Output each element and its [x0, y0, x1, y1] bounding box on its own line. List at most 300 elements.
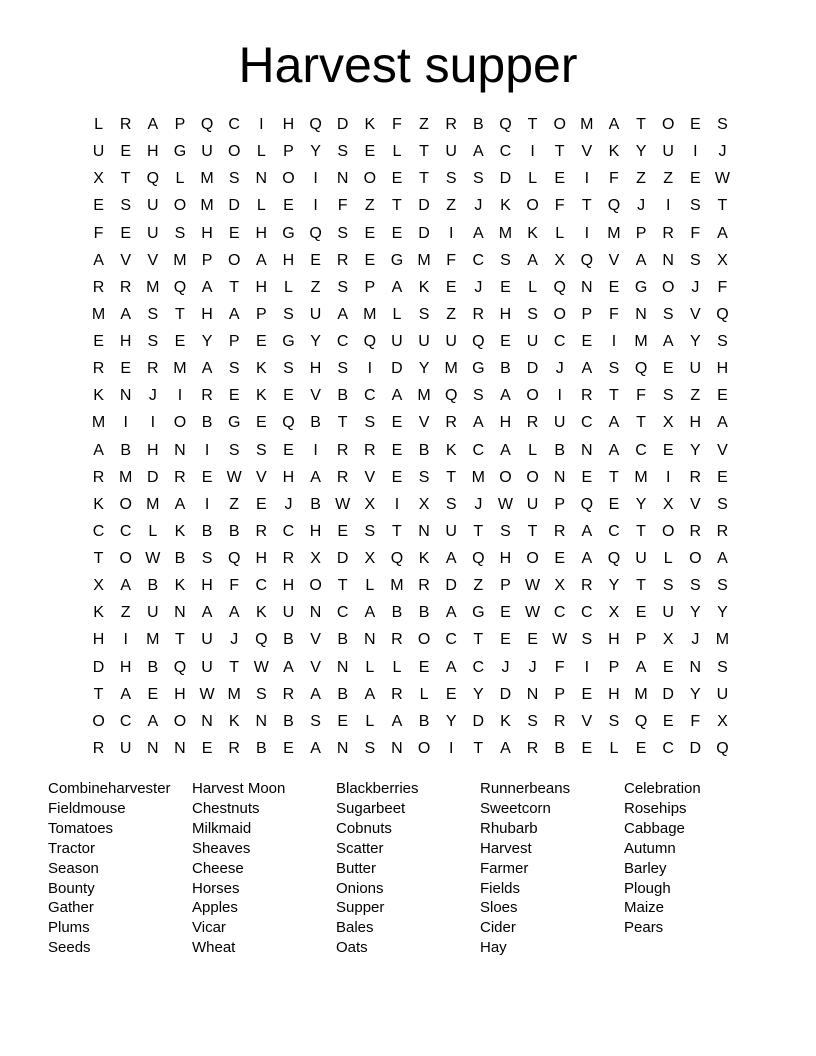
grid-letter: E: [391, 468, 403, 486]
grid-letter: R: [201, 387, 213, 405]
grid-letter: H: [92, 631, 105, 649]
grid-letter: A: [581, 360, 593, 378]
word-list-item: Apples: [192, 899, 238, 917]
grid-letter: B: [310, 495, 321, 513]
grid-letter: B: [201, 522, 213, 540]
grid-letter: M: [200, 197, 214, 215]
grid-letter: C: [472, 441, 485, 459]
grid-letter: C: [119, 712, 132, 730]
grid-letter: C: [336, 333, 349, 350]
grid-letter: I: [204, 495, 210, 513]
grid-letter: Q: [716, 305, 729, 323]
grid-letter: R: [391, 631, 403, 649]
grid-letter: U: [689, 360, 702, 378]
grid-letter: N: [309, 604, 322, 622]
word-list-item: Onions: [336, 879, 384, 897]
grid-letter: K: [228, 712, 240, 730]
grid-letter: X: [93, 577, 104, 595]
grid-letter: F: [690, 712, 701, 730]
grid-letter: K: [418, 278, 430, 296]
grid-letter: R: [282, 685, 295, 703]
grid-letter: T: [636, 577, 646, 595]
grid-letter: J: [501, 658, 510, 676]
grid-letter: B: [418, 441, 430, 459]
word-list-item: Barley: [624, 859, 667, 877]
word-list-item: Harvest: [480, 839, 532, 857]
grid-letter: O: [417, 631, 431, 649]
grid-letter: I: [313, 197, 318, 215]
grid-letter: H: [119, 658, 132, 676]
grid-letter: E: [500, 333, 511, 350]
grid-letter: A: [201, 604, 213, 622]
grid-letter: M: [146, 495, 160, 513]
grid-letter: I: [177, 387, 183, 405]
grid-letter: E: [310, 251, 321, 269]
grid-letter: M: [498, 224, 513, 242]
grid-letter: N: [364, 631, 376, 649]
grid-letter: J: [718, 143, 727, 161]
grid-letter: C: [472, 658, 485, 676]
grid-letter: M: [417, 387, 431, 405]
grid-letter: O: [526, 197, 539, 215]
grid-letter: O: [309, 577, 322, 595]
grid-letter: A: [608, 116, 620, 133]
grid-letter: J: [637, 197, 646, 215]
grid-letter: K: [255, 360, 267, 378]
grid-letter: W: [199, 685, 215, 703]
grid-letter: K: [174, 577, 186, 595]
grid-letter: D: [147, 468, 159, 486]
grid-letter: L: [392, 658, 402, 676]
page-title: Harvest supper: [238, 37, 578, 93]
grid-letter: Y: [201, 333, 213, 350]
grid-letter: X: [364, 495, 376, 513]
grid-letter: S: [364, 414, 376, 432]
word-list-item: Hay: [480, 939, 507, 957]
grid-letter: U: [147, 604, 159, 622]
grid-letter: G: [173, 143, 187, 161]
grid-letter: E: [608, 495, 620, 513]
grid-letter: A: [662, 333, 674, 350]
grid-letter: O: [553, 305, 566, 323]
grid-letter: O: [227, 143, 241, 161]
grid-letter: E: [662, 441, 674, 459]
grid-letter: E: [391, 441, 403, 459]
grid-letter: A: [717, 550, 728, 567]
word-list-item: Cobnuts: [336, 819, 392, 837]
grid-letter: E: [689, 116, 701, 133]
grid-letter: V: [310, 658, 321, 676]
grid-letter: B: [228, 522, 240, 540]
grid-letter: U: [526, 495, 539, 513]
word-column: [336, 779, 480, 958]
grid-letter: O: [661, 116, 675, 133]
grid-letter: N: [635, 305, 647, 323]
grid-letter: T: [473, 522, 484, 540]
grid-letter: B: [120, 441, 132, 459]
grid-letter: S: [500, 251, 511, 269]
grid-letter: S: [472, 387, 484, 405]
grid-letter: Q: [444, 387, 458, 405]
grid-letter: L: [555, 224, 565, 242]
grid-letter: S: [662, 387, 674, 405]
grid-letter: S: [120, 197, 132, 215]
grid-letter: D: [662, 685, 674, 703]
grid-letter: L: [365, 658, 375, 676]
grid-letter: I: [394, 495, 400, 513]
grid-letter: T: [609, 387, 619, 405]
grid-letter: O: [689, 550, 702, 567]
grid-letter: T: [337, 577, 348, 595]
word-list-item: Sugarbeet: [336, 799, 406, 817]
grid-letter: A: [608, 441, 620, 459]
grid-letter: M: [580, 116, 594, 133]
grid-letter: A: [581, 522, 593, 540]
grid-letter: D: [391, 360, 403, 378]
grid-letter: K: [364, 116, 376, 133]
grid-letter: M: [91, 305, 106, 323]
grid-letter: C: [92, 522, 105, 540]
grid-letter: E: [391, 224, 403, 242]
grid-letter: Y: [689, 685, 701, 703]
grid-letter: A: [391, 278, 403, 296]
grid-letter: P: [255, 305, 267, 323]
grid-letter: F: [690, 224, 701, 242]
grid-letter: R: [581, 387, 593, 405]
grid-letter: Z: [636, 170, 646, 188]
grid-letter: Y: [689, 333, 701, 350]
grid-letter: T: [636, 116, 646, 133]
grid-letter: T: [419, 143, 429, 161]
grid-letter: M: [607, 224, 621, 242]
grid-letter: T: [229, 658, 240, 676]
grid-letter: R: [418, 577, 430, 595]
grid-letter: L: [256, 197, 266, 215]
grid-letter: Q: [607, 550, 621, 567]
grid-letter: U: [716, 685, 729, 703]
grid-letter: I: [313, 441, 318, 459]
word-list-item: Sweetcorn: [480, 799, 551, 817]
grid-letter: S: [689, 251, 701, 269]
grid-letter: J: [474, 197, 483, 215]
grid-letter: U: [282, 604, 295, 622]
grid-letter: T: [337, 414, 348, 432]
grid-letter: S: [364, 739, 376, 757]
grid-letter: F: [229, 577, 240, 595]
grid-letter: Z: [663, 170, 674, 188]
grid-letter: S: [500, 522, 511, 540]
word-list-item: Gather: [48, 899, 94, 917]
grid-letter: I: [530, 143, 535, 161]
grid-letter: I: [584, 170, 590, 188]
grid-letter: C: [635, 441, 647, 459]
grid-letter: A: [445, 550, 457, 567]
grid-letter: H: [147, 143, 159, 161]
word-list-item: Combineharvester: [48, 780, 171, 797]
grid-letter: L: [528, 278, 538, 296]
grid-letter: N: [119, 387, 132, 405]
grid-letter: E: [255, 495, 267, 513]
grid-letter: U: [662, 604, 674, 622]
grid-letter: B: [391, 604, 403, 622]
grid-letter: C: [581, 414, 593, 432]
grid-letter: B: [310, 414, 321, 432]
grid-letter: J: [691, 631, 700, 649]
grid-letter: S: [283, 305, 294, 323]
grid-letter: N: [526, 685, 539, 703]
word-list-item: Tomatoes: [48, 819, 114, 837]
grid-letter: Q: [390, 550, 404, 567]
grid-letter: R: [119, 278, 132, 296]
grid-letter: W: [714, 170, 730, 188]
grid-letter: O: [173, 712, 187, 730]
word-list-item: Season: [48, 859, 99, 877]
grid-letter: X: [418, 495, 430, 513]
grid-letter: Z: [446, 197, 457, 215]
grid-letter: Y: [310, 333, 321, 350]
grid-letter: N: [553, 468, 566, 486]
grid-letter: A: [283, 658, 294, 676]
grid-letter: S: [337, 143, 349, 161]
grid-letter: A: [120, 577, 132, 595]
grid-letter: H: [201, 305, 213, 323]
grid-letter: N: [336, 658, 349, 676]
grid-letter: A: [391, 712, 403, 730]
grid-letter: K: [255, 387, 267, 405]
grid-letter: H: [201, 577, 213, 595]
grid-letter: M: [634, 468, 648, 486]
grid-letter: Q: [363, 333, 377, 350]
grid-letter: I: [584, 224, 590, 242]
word-list-item: Fieldmouse: [48, 799, 126, 817]
grid-letter: Y: [717, 604, 728, 622]
grid-letter: I: [665, 468, 671, 486]
grid-letter: U: [391, 333, 403, 350]
grid-letter: A: [228, 305, 240, 323]
grid-letter: N: [336, 739, 349, 757]
grid-letter: T: [527, 116, 538, 133]
grid-letter: B: [472, 116, 484, 133]
grid-letter: R: [445, 414, 457, 432]
grid-letter: E: [581, 685, 593, 703]
grid-letter: E: [527, 631, 538, 649]
word-list-item: Celebration: [624, 780, 701, 797]
grid-letter: J: [148, 387, 157, 405]
grid-letter: K: [174, 522, 186, 540]
grid-letter: Z: [229, 495, 240, 513]
grid-letter: F: [636, 387, 646, 405]
grid-letter: N: [255, 170, 268, 188]
grid-letter: O: [553, 116, 566, 133]
grid-letter: R: [716, 522, 729, 540]
grid-letter: Y: [635, 495, 647, 513]
grid-letter: U: [201, 658, 213, 676]
grid-letter: L: [528, 441, 538, 459]
grid-letter: O: [526, 468, 539, 486]
grid-letter: S: [717, 577, 728, 595]
grid-letter: A: [472, 414, 484, 432]
grid-letter: E: [255, 333, 267, 350]
grid-letter: M: [146, 631, 160, 649]
grid-letter: H: [282, 116, 295, 133]
grid-letter: L: [283, 278, 293, 296]
grid-letter: Q: [499, 116, 512, 133]
word-list-item: Bounty: [48, 879, 95, 897]
grid-letter: A: [93, 251, 104, 269]
word-list-item: Harvest Moon: [192, 780, 286, 797]
word-list-item: Sheaves: [192, 839, 251, 857]
grid-letter: E: [120, 224, 132, 242]
grid-letter: S: [581, 631, 593, 649]
word-column: [624, 779, 768, 958]
grid-letter: S: [717, 333, 728, 350]
grid-letter: S: [228, 360, 240, 378]
grid-letter: O: [173, 197, 187, 215]
grid-letter: Q: [580, 251, 594, 269]
grid-letter: S: [662, 305, 674, 323]
grid-letter: D: [336, 116, 349, 133]
grid-letter: D: [526, 360, 539, 378]
grid-letter: S: [527, 712, 538, 730]
grid-letter: T: [636, 414, 646, 432]
grid-letter: C: [499, 143, 512, 161]
grid-letter: K: [93, 495, 104, 513]
grid-letter: R: [391, 685, 403, 703]
grid-letter: R: [553, 712, 566, 730]
grid-letter: I: [367, 360, 373, 378]
grid-letter: E: [364, 143, 376, 161]
word-list-item: Rhubarb: [480, 819, 538, 837]
grid-letter: D: [499, 685, 512, 703]
grid-letter: S: [255, 441, 267, 459]
grid-letter: L: [365, 577, 375, 595]
grid-letter: B: [337, 631, 349, 649]
grid-letter: Y: [418, 360, 430, 378]
grid-letter: R: [336, 468, 349, 486]
grid-letter: O: [526, 550, 539, 567]
grid-letter: Q: [580, 495, 594, 513]
grid-letter: H: [499, 305, 512, 323]
grid-letter: R: [119, 116, 132, 133]
grid-letter: B: [201, 414, 213, 432]
grid-letter: A: [310, 685, 321, 703]
grid-letter: A: [472, 224, 484, 242]
grid-letter: R: [336, 441, 349, 459]
grid-letter: E: [201, 739, 213, 757]
grid-letter: T: [392, 197, 402, 215]
grid-letter: U: [553, 414, 566, 432]
letter-grid: [85, 111, 736, 762]
grid-letter: X: [93, 170, 104, 188]
grid-letter: P: [581, 305, 593, 323]
word-column: [192, 779, 336, 958]
grid-letter: X: [310, 550, 321, 567]
grid-letter: W: [335, 495, 351, 513]
word-list-item: Runnerbeans: [480, 780, 571, 797]
grid-letter: A: [717, 224, 728, 242]
grid-letter: V: [608, 251, 620, 269]
grid-letter: K: [445, 441, 457, 459]
grid-letter: I: [584, 658, 590, 676]
word-list-item: Blackberries: [336, 780, 419, 797]
grid-letter: A: [581, 550, 593, 567]
grid-letter: Q: [255, 631, 268, 649]
grid-letter: R: [174, 468, 186, 486]
grid-letter: C: [445, 631, 457, 649]
grid-letter: A: [364, 604, 376, 622]
grid-letter: X: [554, 577, 566, 595]
grid-letter: H: [716, 360, 729, 378]
grid-letter: U: [635, 550, 647, 567]
grid-letter: R: [92, 360, 105, 378]
grid-letter: I: [259, 116, 264, 133]
grid-letter: N: [255, 712, 268, 730]
grid-letter: S: [717, 658, 728, 676]
grid-letter: O: [661, 522, 675, 540]
grid-letter: M: [91, 414, 106, 432]
grid-letter: V: [255, 468, 267, 486]
grid-letter: S: [689, 577, 701, 595]
grid-letter: F: [392, 116, 402, 133]
word-list-item: Horses: [192, 879, 240, 897]
grid-letter: G: [472, 604, 485, 622]
grid-letter: G: [472, 360, 485, 378]
grid-letter: L: [256, 143, 266, 161]
grid-letter: Z: [120, 604, 131, 622]
grid-letter: E: [283, 387, 294, 405]
grid-letter: E: [581, 468, 593, 486]
grid-letter: E: [717, 468, 728, 486]
grid-letter: E: [283, 441, 294, 459]
grid-letter: H: [255, 224, 268, 242]
grid-letter: M: [363, 305, 377, 323]
grid-letter: S: [337, 224, 349, 242]
word-list-item: Chestnuts: [192, 799, 260, 817]
grid-letter: E: [662, 360, 674, 378]
grid-letter: A: [717, 414, 728, 432]
grid-letter: Y: [445, 712, 457, 730]
grid-letter: W: [145, 550, 161, 567]
grid-letter: Q: [472, 333, 485, 350]
grid-letter: P: [201, 251, 213, 269]
grid-letter: F: [609, 170, 619, 188]
grid-letter: B: [337, 387, 349, 405]
grid-letter: O: [282, 170, 295, 188]
grid-letter: K: [93, 387, 104, 405]
grid-letter: I: [150, 414, 156, 432]
grid-letter: P: [500, 577, 511, 595]
grid-letter: T: [554, 143, 565, 161]
grid-letter: O: [499, 468, 512, 486]
grid-letter: E: [662, 712, 674, 730]
grid-letter: B: [418, 712, 430, 730]
grid-letter: B: [554, 739, 566, 757]
word-list-item: Pears: [624, 919, 664, 937]
grid-letter: S: [445, 495, 457, 513]
grid-letter: U: [445, 143, 457, 161]
grid-letter: H: [147, 441, 159, 459]
grid-letter: B: [500, 360, 511, 378]
grid-letter: C: [608, 522, 620, 540]
grid-letter: W: [552, 631, 568, 649]
grid-letter: F: [446, 251, 457, 269]
grid-letter: A: [472, 143, 484, 161]
word-list-item: Maize: [624, 899, 665, 917]
grid-letter: C: [662, 739, 674, 757]
grid-letter: Y: [689, 441, 701, 459]
word-column: [480, 779, 624, 958]
grid-letter: B: [283, 631, 294, 649]
